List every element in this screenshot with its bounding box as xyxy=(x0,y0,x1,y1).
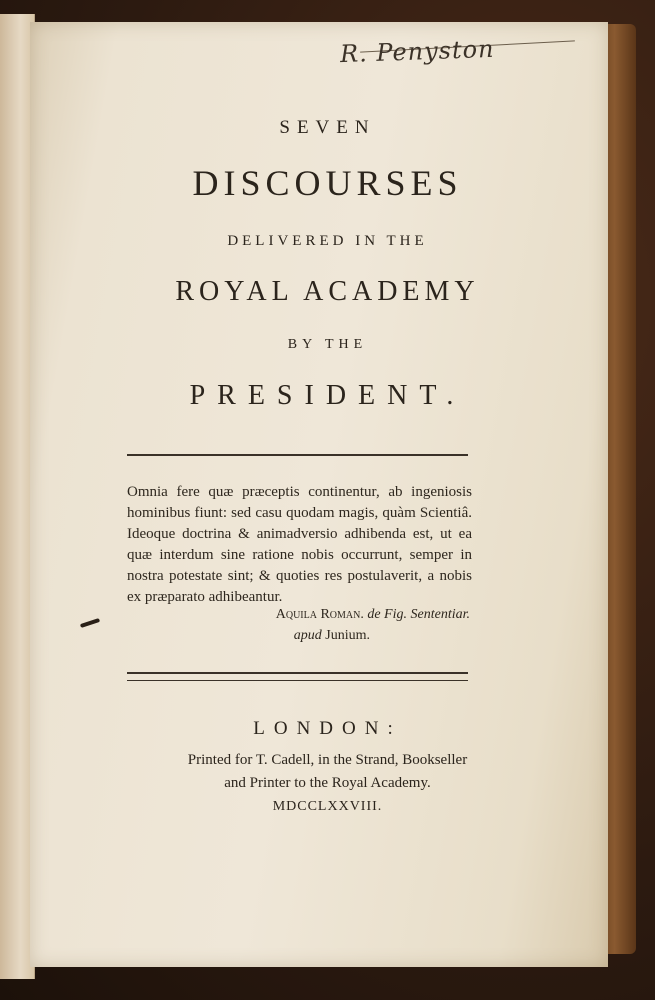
divider-rule-bottom-thick xyxy=(127,672,468,674)
handwritten-signature: R. Penyston xyxy=(339,34,495,69)
title-delivered: DELIVERED IN THE xyxy=(227,233,428,249)
epigraph-attribution xyxy=(200,607,470,623)
title-royal-academy: ROYAL ACADEMY xyxy=(175,276,480,307)
imprint-year: MDCCLXXVIII. xyxy=(272,799,383,814)
epigraph-source: de Fig. Sententiar. xyxy=(367,607,470,622)
title-seven: SEVEN xyxy=(279,117,376,138)
imprint-printer-line2: and Printer to the Royal Academy. xyxy=(224,775,431,791)
divider-rule-bottom-thin xyxy=(127,680,468,681)
latin-epigraph xyxy=(127,482,472,608)
divider-rule-top xyxy=(127,454,468,456)
epigraph-text: Omnia fere quæ præceptis continentur, ab ingeniosis hominibus fiunt: sed casu quodam magis, quàm Scientiâ. Ideoque doctrina & animadversio adhibenda est, ut ea quæ interdum sine ratione nobis occurrunt, semper in nostra potestate sint; & quoties res postulaverit, a nobis ex præparato adhibeantur. xyxy=(127,484,472,605)
epigraph-apud xyxy=(200,628,370,644)
title-by-the: BY THE xyxy=(287,337,368,352)
epigraph-apud-word: apud xyxy=(293,628,322,643)
title-president: PRESIDENT. xyxy=(189,380,466,411)
epigraph-junium: Junium. xyxy=(325,628,370,643)
title-discourses: DISCOURSES xyxy=(192,163,463,203)
epigraph-author: Aquila Roman. xyxy=(275,607,364,622)
imprint-place: LONDON: xyxy=(253,718,402,739)
imprint-printer-line1: Printed for T. Cadell, in the Strand, Bookseller xyxy=(187,752,468,768)
